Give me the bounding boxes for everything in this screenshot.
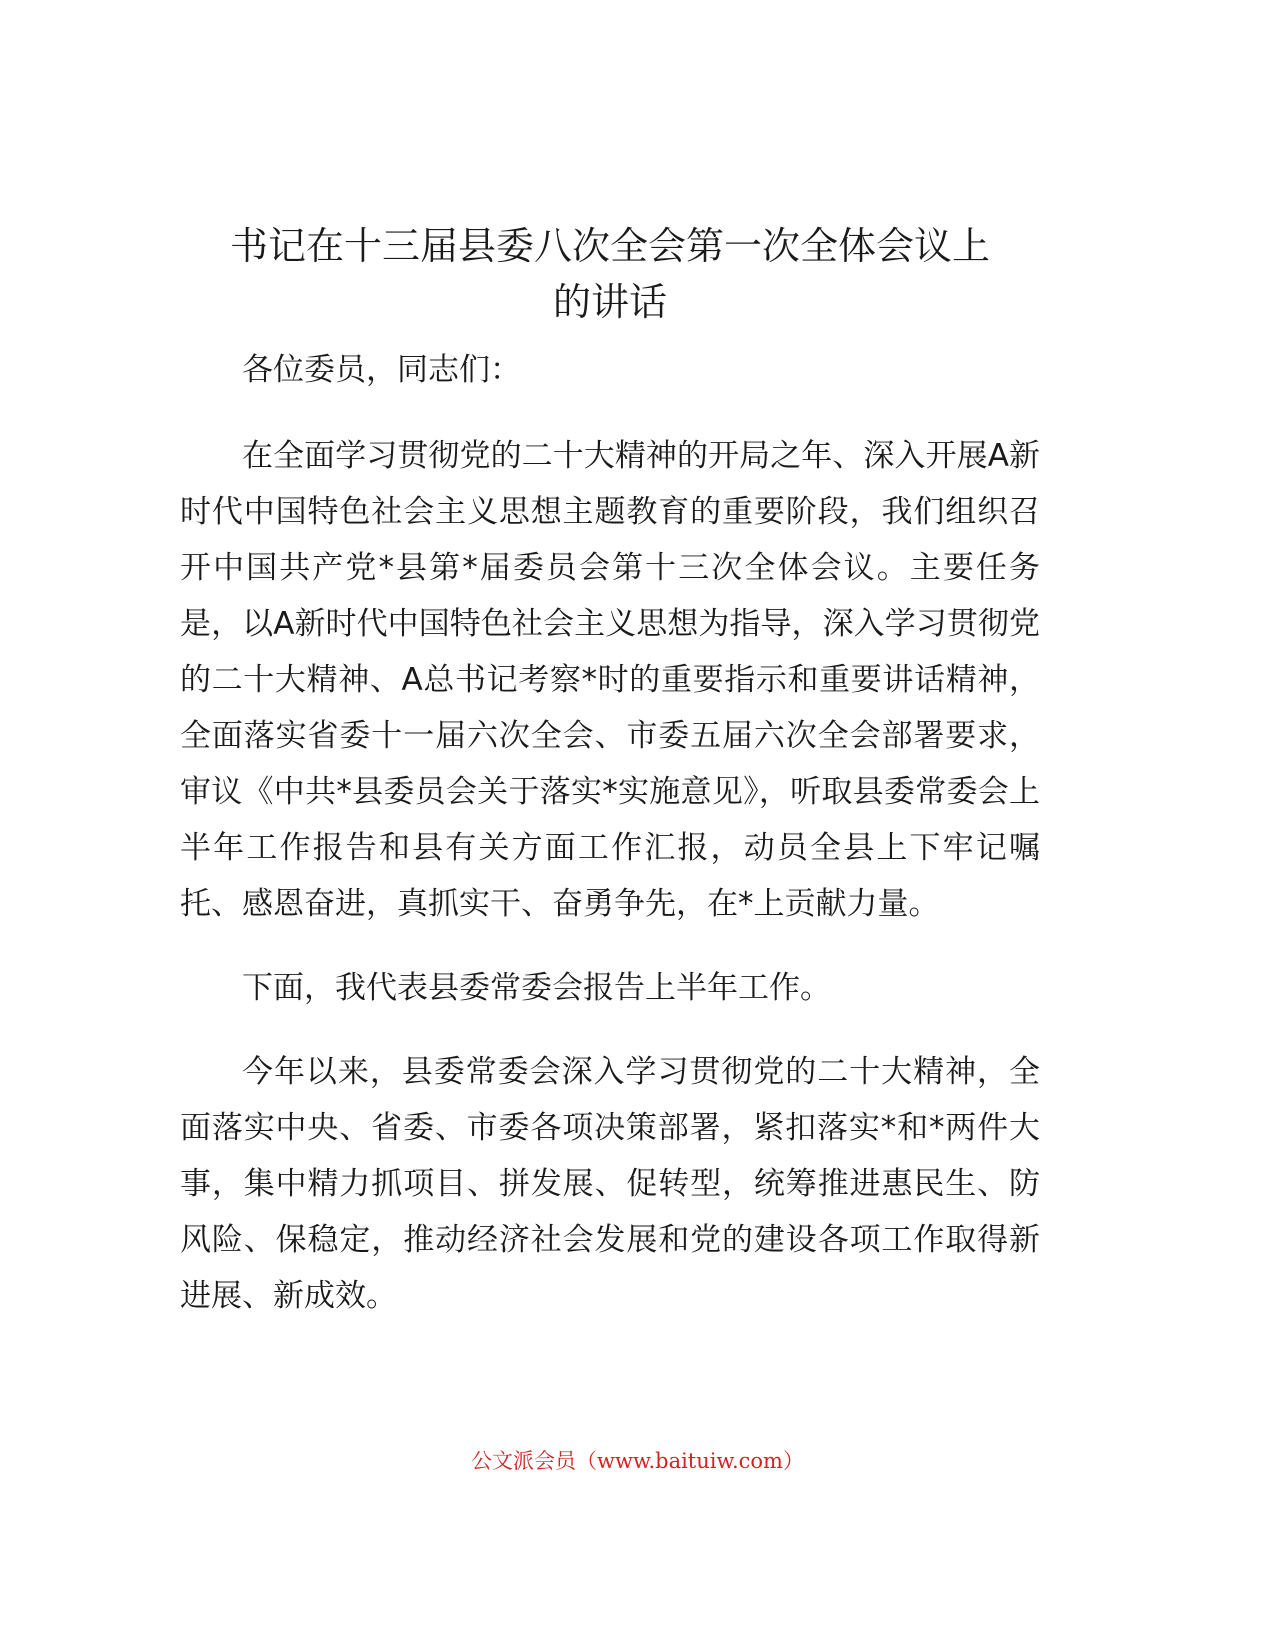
title-line-2: 的讲话 xyxy=(552,280,667,324)
document-title xyxy=(180,218,1040,330)
salutation-paragraph: 各位委员，同志们： xyxy=(242,352,521,388)
document-body xyxy=(180,342,1040,1324)
body-paragraph-1: 在全面学习贯彻党的二十大精神的开局之年、深入开展A新时代中国特色社会主义思想主题教育的重要阶段，我们组织召开中国共产党*县第*届委员会第十三次全体会议。主要任务是，以A新时代中国特色社会主义思想为指导，深入学习贯彻党的二十大精神、A总书记考察*时的重要指示和重要讲话精神，全面落实省委十一届六次全会、市委五届六次全会部署要求，审议《中共*县委员会关于落实*实施意见》，听取县委常委会上半年工作报告和县有关方面工作汇报，动员全县上下牢记嘱托、感恩奋进，真抓实干、奋勇争先，在*上贡献力量。 xyxy=(180,438,1040,922)
footer-watermark: 公文派会员（www.baituiw.com） xyxy=(471,1449,804,1473)
body-paragraph-3: 今年以来，县委常委会深入学习贯彻党的二十大精神，全面落实中央、省委、市委各项决策部署，紧扣落实*和*两件大事，集中精力抓项目、拼发展、促转型，统筹推进惠民生、防风险、保稳定，推动经济社会发展和党的建设各项工作取得新进展、新成效。 xyxy=(180,1054,1040,1314)
title-line-1: 书记在十三届县委八次全会第一次全体会议上 xyxy=(229,224,990,268)
body-paragraph-2: 下面，我代表县委常委会报告上半年工作。 xyxy=(242,970,831,1006)
